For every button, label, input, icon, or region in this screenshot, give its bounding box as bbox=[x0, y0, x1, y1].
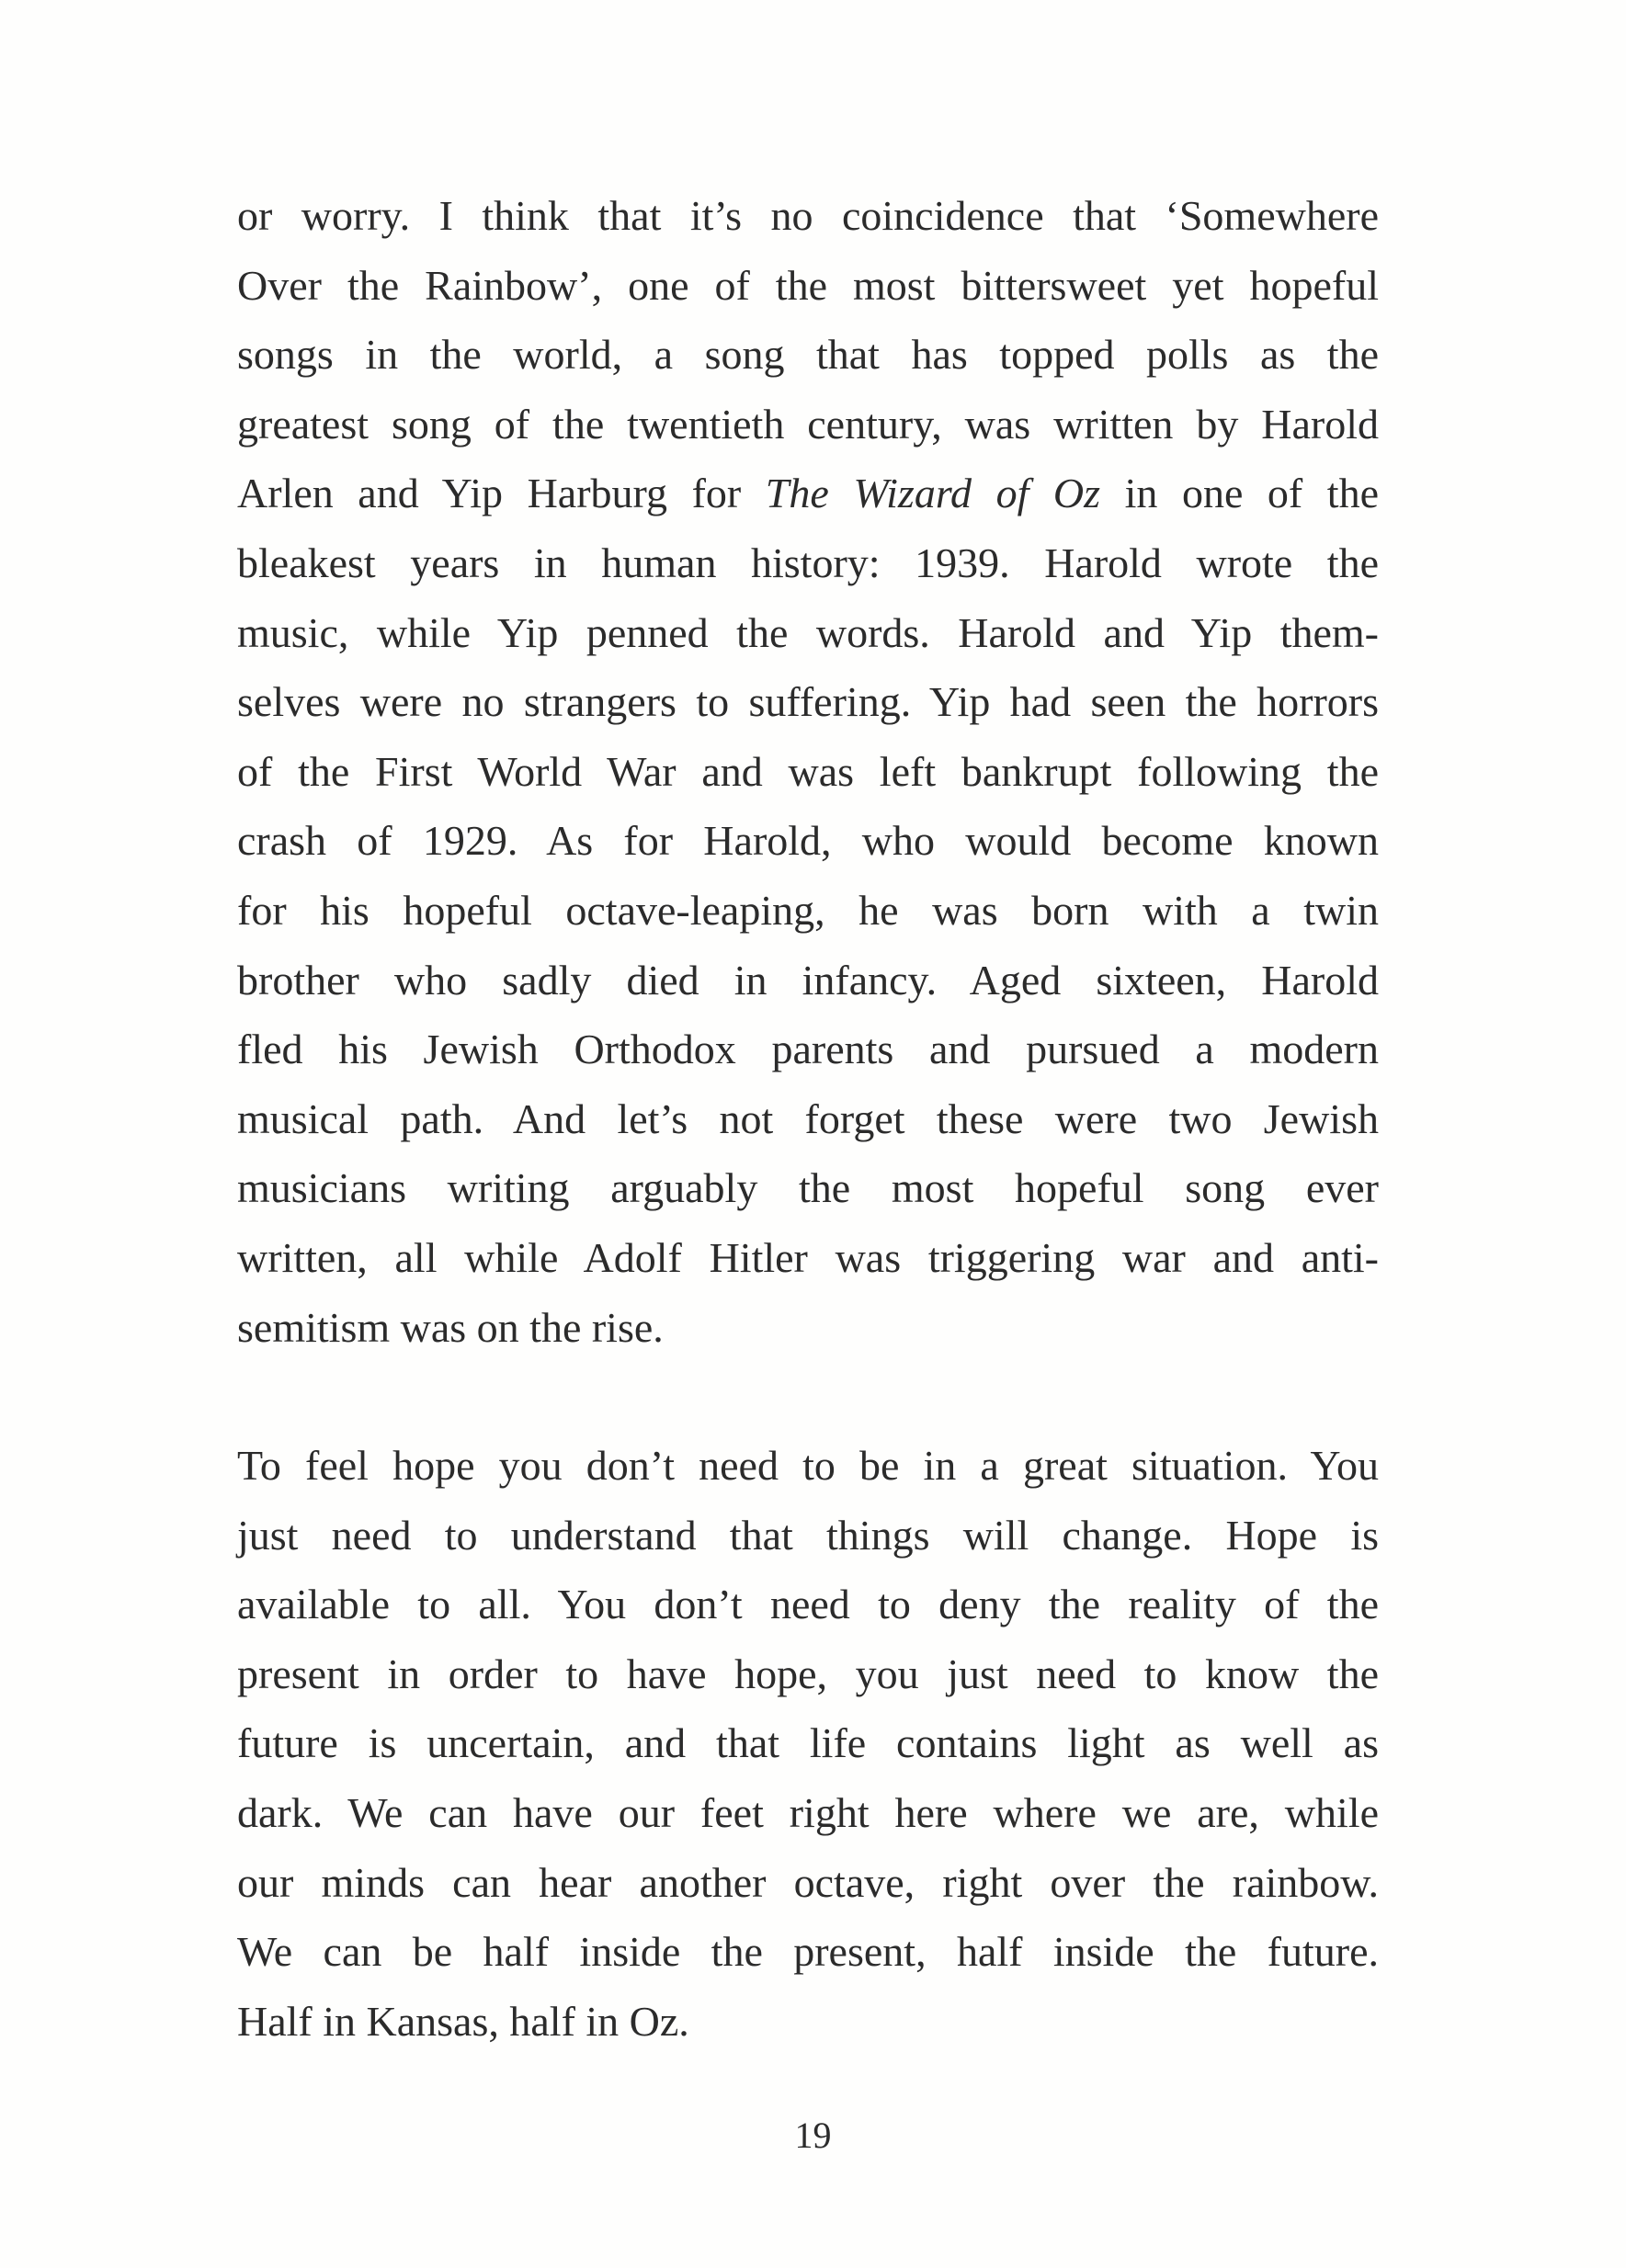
text-line: musicians writing arguably the most hopeful song ever bbox=[237, 1164, 1379, 1212]
text-line: To feel hope you don’t need to be in a great situation. You bbox=[237, 1442, 1379, 1489]
text-line: crash of 1929. As for Harold, who would become known bbox=[237, 817, 1379, 865]
text-line: of the First World War and was left bankrupt following the bbox=[237, 747, 1379, 795]
text-line: semitism was on the rise. bbox=[237, 1303, 664, 1351]
page-number: 19 bbox=[794, 2115, 832, 2156]
text-line: for his hopeful octave-leaping, he was born with a twin bbox=[237, 886, 1379, 934]
text-line: brother who sadly died in infancy. Aged sixteen, Harold bbox=[237, 956, 1379, 1004]
text-line: future is uncertain, and that life contains light as well as bbox=[237, 1719, 1379, 1767]
text-line: Half in Kansas, half in Oz. bbox=[237, 1997, 689, 2045]
text-line: our minds can hear another octave, right over the rainbow. bbox=[237, 1858, 1379, 1906]
italic-title: The Wizard of Oz bbox=[765, 470, 1101, 517]
text-line: present in order to have hope, you just need to know the bbox=[237, 1650, 1379, 1697]
text-line: just need to understand that things will change. Hope is bbox=[237, 1511, 1379, 1559]
text-line: selves were no strangers to suffering. Yip had seen the horrors bbox=[237, 678, 1379, 726]
text-line: fled his Jewish Orthodox parents and pursued a modern bbox=[237, 1026, 1379, 1073]
text-line: dark. We can have our feet right here where we are, while bbox=[237, 1788, 1379, 1836]
text-line: Over the Rainbow’, one of the most bittersweet yet hopeful bbox=[237, 261, 1379, 309]
text-line: or worry. I think that it’s no coincidence that ‘Somewhere bbox=[237, 192, 1379, 239]
text-line: available to all. You don’t need to deny the reality of the bbox=[237, 1581, 1379, 1628]
paragraph-1 bbox=[237, 181, 1379, 1362]
text-line: songs in the world, a song that has topped polls as the bbox=[237, 331, 1379, 379]
text-line: bleakest years in human history: 1939. Harold wrote the bbox=[237, 539, 1379, 586]
text-line: Arlen and Yip Harburg for The Wizard of Oz in one of the bbox=[237, 470, 1379, 517]
text-line: musical path. And let’s not forget these were two Jewish bbox=[237, 1094, 1379, 1142]
paragraph-2 bbox=[237, 1431, 1379, 2056]
text-line: music, while Yip penned the words. Harold and Yip them- bbox=[237, 608, 1379, 656]
text-line: greatest song of the twentieth century, was written by Harold bbox=[237, 400, 1379, 448]
text-line: written, all while Adolf Hitler was triggering war and anti- bbox=[237, 1233, 1379, 1281]
text-line: We can be half inside the present, half inside the future. bbox=[237, 1928, 1379, 1976]
